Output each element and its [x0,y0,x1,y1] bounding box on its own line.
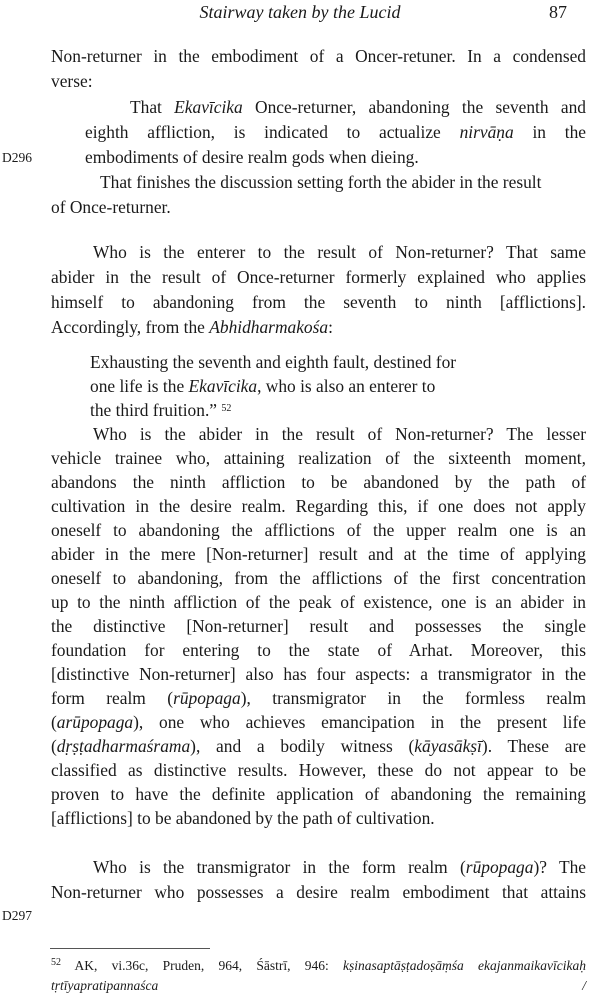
text-line [51,494,586,518]
text-line [93,422,586,446]
text-line [51,566,586,590]
footnote-divider [50,948,210,949]
text-run: abider in the result of Once-returner formerly explained who applies [51,267,586,287]
text-line [51,195,586,219]
text-run: eighth affliction, is indicated to actualize [85,122,460,142]
text-run: himself to abandoning from the seventh to ninth [afflictions]. [51,292,586,312]
italic-term: rūpopaga [465,857,534,877]
text-line [51,686,586,710]
text-run: ), transmigrator in the formless realm [240,688,586,708]
text-line [90,350,586,374]
text-line [51,265,586,289]
text-line [85,120,586,144]
text-run: classified as distinctive results. However, these do not appear to be [51,760,586,780]
text-run: ), one who achieves emancipation in the present life [133,712,586,732]
margin-ref-d296: D296 [2,150,32,165]
text-line [51,446,586,470]
text-line [51,662,586,686]
text-line [51,290,586,314]
text-line [51,590,586,614]
text-run: Non-returner in the embodiment of a Oncer-retuner. In a condensed [51,46,586,66]
text-run: )? The [533,857,586,877]
margin-ref-d297: D297 [2,908,32,923]
italic-term: kāyasākṣī [414,736,482,756]
text-run: Who is the transmigrator in the form realm ( [93,857,466,877]
italic-term: arūpopaga [56,712,134,732]
text-run: That [130,97,175,117]
text-line [51,614,586,638]
text-line [51,542,586,566]
text-run: embodiments of desire realm gods when dieing. [85,147,419,167]
text-run: foundation for entering to the state of Arhat. Moreover, this [51,640,586,660]
text-run: Once-returner, abandoning the seventh and [242,97,586,117]
footnote-marker: 52 [51,957,61,968]
text-line [85,145,586,169]
text-line [51,44,586,68]
text-line [51,69,586,93]
text-run: Accordingly, from the [51,317,210,337]
text-line [130,95,586,119]
text-line [93,240,586,264]
text-run: abandons the ninth affliction to be abandoned by the path of [51,472,586,492]
italic-term: kṣinasaptāṣṭadoṣāṃśa ekajanmaikavīcikaḥ [343,958,587,973]
text-line [51,315,586,339]
text-run: ), and a bodily witness ( [190,736,415,756]
text-run: form realm ( [51,688,174,708]
text-run: : [328,317,333,337]
text-run: [afflictions] to be abandoned by the path of cultivation. [51,808,435,828]
text-run: ). These are [481,736,586,756]
text-line [51,734,586,758]
page-number: 87 [549,2,567,22]
text-line [100,170,586,194]
italic-term: Abhidharmakośa [209,317,329,337]
text-run: proven to have the definite application of abandoning the remaining [51,784,586,804]
text-run: of Once-returner. [51,197,171,217]
text-run: AK, vi.36c, Pruden, 964, Śāstrī, 946: [61,958,344,973]
italic-term: tṛtīyapratipannaśca / [51,978,586,993]
text-run: vehicle trainee who, attaining realization of the sixteenth moment, [51,448,586,468]
text-run: oneself to abandoning the afflictions of the upper realm one is an [51,520,586,540]
text-run: the distinctive [Non-returner] result and possesses the single [51,616,586,636]
text-run: verse: [51,71,93,91]
text-run: Non-returner who possesses a desire realm embodiment that attains [51,882,586,902]
text-line [51,758,586,782]
text-line [51,880,586,904]
text-run: up to the ninth affliction of the peak of existence, one is an abider in [51,592,586,612]
text-line [93,855,586,879]
text-line [51,806,586,830]
text-line [51,782,586,806]
footnote-line [51,976,586,996]
text-run: Exhausting the seventh and eighth fault, destined for [90,352,457,372]
text-run: abider in the mere [Non-returner] result and at the time of applying [51,544,586,564]
text-line [90,374,586,398]
text-run: oneself to abandoning, from the afflictions of the first concentration [51,568,586,588]
footnote-line [51,956,586,976]
text-run: one life is the [90,376,189,396]
text-run: ( [51,736,57,756]
italic-term: nirvāṇa [459,122,514,142]
text-run: [distinctive Non-returner] also has four aspects: a transmigrator in the [51,664,586,684]
italic-term: rūpopaga [173,688,241,708]
text-run: ( [51,712,57,732]
italic-term: Ekavīcika [188,376,258,396]
text-run: Who is the abider in the result of Non-returner? The lesser [93,424,586,444]
text-run: in the [513,122,586,142]
running-header-title: Stairway taken by the Lucid [199,2,401,22]
text-line [51,470,586,494]
text-run: Who is the enterer to the result of Non-returner? That same [93,242,586,262]
text-line [51,710,586,734]
text-run: the third fruition.” [90,400,222,420]
text-run: , who is also an enterer to [257,376,436,396]
text-run: That finishes the discussion setting forth the abider in the result [100,172,542,192]
text-run: cultivation in the desire realm. Regarding this, if one does not apply [51,496,586,516]
text-line [51,638,586,662]
italic-term: dṛṣṭadharmaśrama [56,736,191,756]
text-line [90,398,586,422]
footnote-marker: 52 [221,403,232,414]
italic-term: Ekavīcika [174,97,243,117]
text-line [51,518,586,542]
